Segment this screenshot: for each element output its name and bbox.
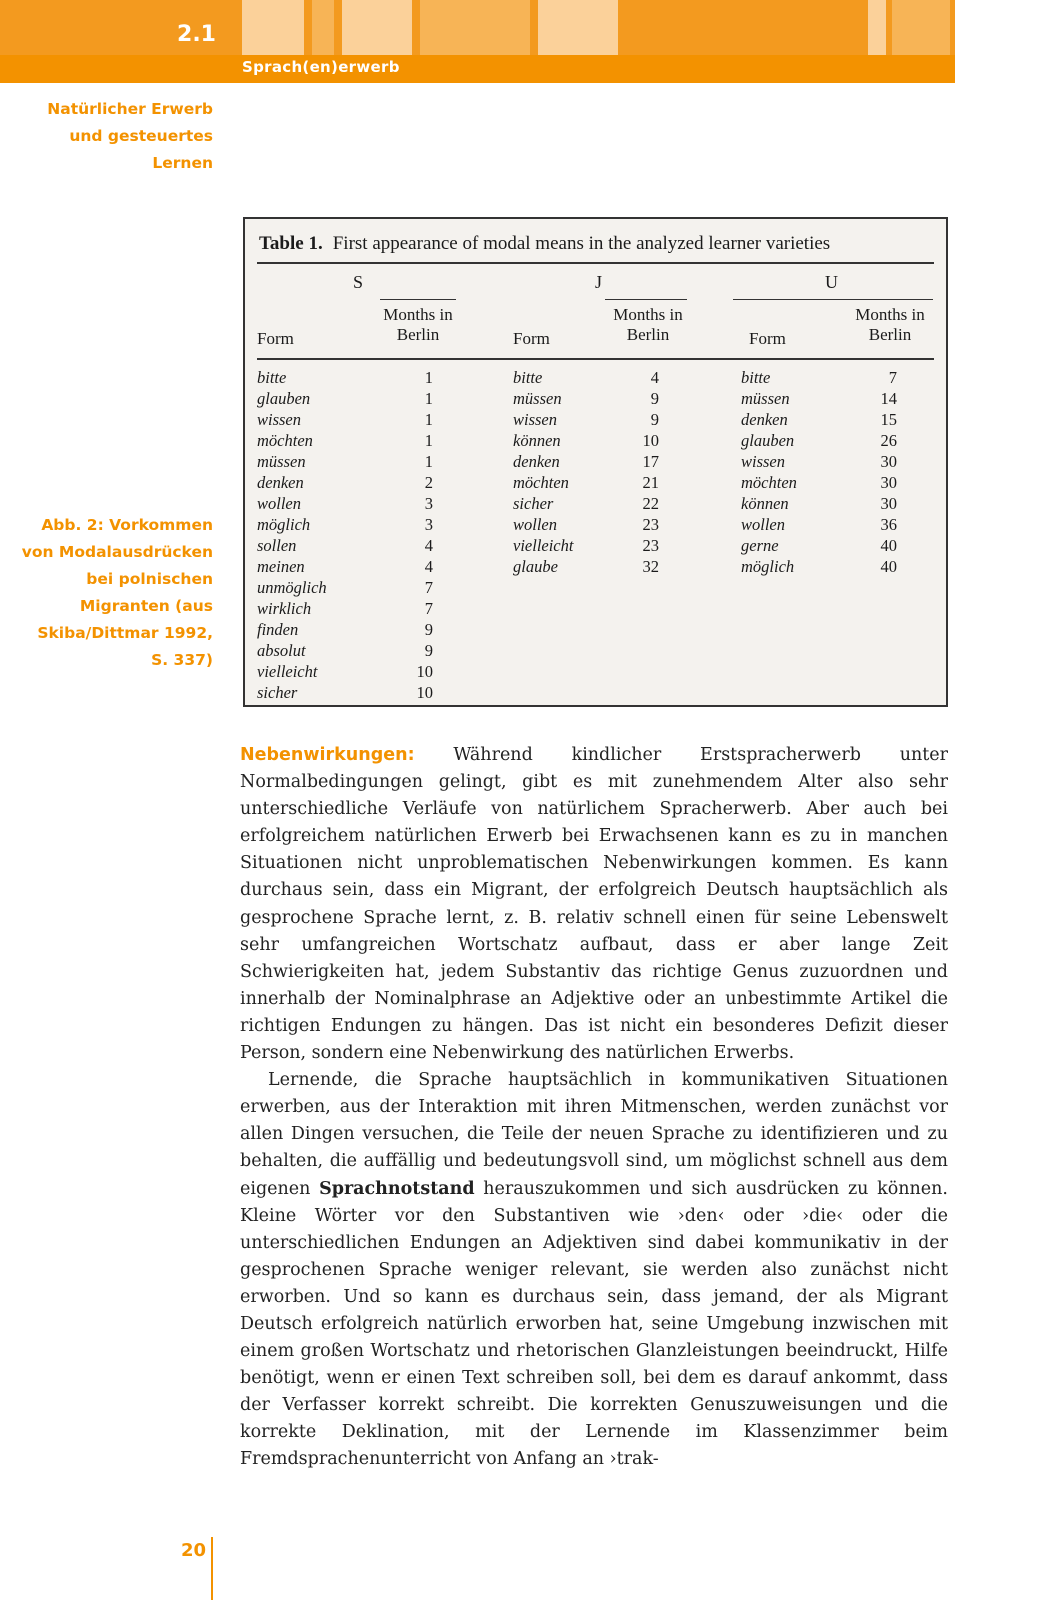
months-cell: 15 [880, 410, 897, 429]
chapter-title: Sprach(en)erwerb [242, 58, 400, 76]
months-cell: 4 [424, 536, 433, 555]
form-cell: wissen [257, 410, 302, 429]
table-title [259, 233, 830, 255]
form-cell: wirklich [257, 599, 312, 618]
form-cell: möchten [741, 473, 797, 492]
months-cell: 30 [880, 494, 897, 513]
form-header: Form [257, 329, 294, 348]
chapter-number: 2.1 [177, 22, 216, 47]
group-label: S [353, 272, 364, 292]
months-cell: 3 [424, 515, 433, 534]
form-cell: möglich [257, 515, 311, 534]
table-top-rule [257, 262, 934, 264]
form-cell: sollen [257, 536, 297, 555]
months-cell: 1 [424, 389, 433, 408]
months-cell: 40 [880, 536, 897, 555]
figure-caption: Abb. 2: Vorkommen von Modalausdrücken bei polnischen Migranten (aus Skiba/Dittmar 1992, S. 337) [21, 516, 213, 669]
months-cell: 32 [642, 557, 659, 576]
header-tint-block [312, 0, 334, 55]
form-cell: absolut [257, 641, 306, 660]
subheader-rule [380, 299, 456, 300]
months-cell: 9 [424, 641, 433, 660]
months-cell: 9 [424, 620, 433, 639]
form-cell: wissen [741, 452, 786, 471]
form-cell: bitte [741, 368, 771, 387]
form-cell: möglich [741, 557, 795, 576]
form-cell: vielleicht [513, 536, 574, 555]
header-tint-block [538, 0, 618, 55]
months-cell: 14 [880, 389, 897, 408]
form-header: Form [749, 329, 786, 348]
group-label: U [825, 272, 838, 292]
body-text [240, 742, 948, 1474]
months-cell: 30 [880, 473, 897, 492]
months-cell: 1 [424, 431, 433, 450]
form-cell: gerne [741, 536, 779, 555]
form-cell: finden [257, 620, 299, 639]
form-cell: wollen [513, 515, 557, 534]
header-tint-block [868, 0, 886, 55]
page-number-rule [211, 1537, 213, 1600]
paragraph [240, 1067, 948, 1473]
months-cell: 40 [880, 557, 897, 576]
form-cell: sicher [257, 683, 298, 702]
subheader-rule [733, 299, 933, 300]
paragraph-text: Während kindlicher Erstspracherwerb unter Normalbedingungen gelingt, gibt es mit zunehmendem Alter also sehr unterschiedliche Verläufe von natürlichem Spracherwerb. Aber auch bei erfolgreichem natürlichen Erwerb bei Erwachsenen kann es zu in manchen Situationen nicht unproblematischen Nebenwirkungen kommen. Es kann durchaus sein, dass ein Migrant, der erfolgreich Deutsch hauptsächlich als gesprochene Sprache lernt, z. B. relativ schnell einen für seine Lebenswelt sehr umfangreichen Wortschatz aufbaut, dass er aber lange Zeit Schwierigkeiten hat, jedem Substantiv das richtige Genus zuzuordnen und innerhalb der Nominalphrase an Adjektive oder an unbestimmte Artikel die richtigen Endungen zu hängen. Das ist nicht ein besonderes Defizit dieser Person, sondern eine Nebenwirkung des natürlichen Erwerbs. [240, 745, 948, 1064]
months-cell: 23 [642, 515, 659, 534]
header-tint-block [420, 0, 530, 55]
months-cell: 1 [424, 452, 433, 471]
months-cell: 2 [424, 473, 433, 492]
form-cell: können [741, 494, 789, 513]
months-header: Months in Berlin [855, 305, 925, 344]
paragraph-text: Lernende, die Sprache hauptsächlich in kommunikativen Situationen erwerben, aus der Interaktion mit ihren Mitmenschen, werden zunächst vor allen Dingen versuchen, die Teile der neuen Sprache zu identifizieren und zu behalten, die auffällig und bedeutungsvoll sind, um möglichst schnell aus dem eigenen [240, 1070, 948, 1199]
months-cell: 10 [642, 431, 659, 450]
months-cell: 10 [416, 683, 433, 702]
form-cell: bitte [513, 368, 543, 387]
form-cell: müssen [513, 389, 562, 408]
months-cell: 9 [650, 410, 659, 429]
form-cell: müssen [257, 452, 306, 471]
months-cell: 36 [880, 515, 897, 534]
figure-scanned-table [243, 217, 948, 707]
months-cell: 26 [880, 431, 897, 450]
form-column [741, 367, 861, 577]
months-cell: 3 [424, 494, 433, 513]
form-cell: meinen [257, 557, 305, 576]
margin-section-note: Natürlicher Erwerb und gesteuertes Lernen [47, 100, 213, 172]
months-cell: 4 [650, 368, 659, 387]
form-cell: denken [513, 452, 560, 471]
form-cell: wollen [741, 515, 785, 534]
months-cell: 17 [642, 452, 659, 471]
form-cell: wissen [513, 410, 558, 429]
months-cell: 10 [416, 662, 433, 681]
form-cell: sicher [513, 494, 554, 513]
form-cell: müssen [741, 389, 790, 408]
months-cell: 7 [424, 599, 433, 618]
form-cell: denken [741, 410, 788, 429]
form-cell: möchten [513, 473, 569, 492]
header-tint-block [892, 0, 950, 55]
months-column [853, 367, 897, 577]
months-header: Months in Berlin [383, 305, 453, 344]
months-cell: 30 [880, 452, 897, 471]
form-column [257, 367, 387, 703]
months-cell: 1 [424, 410, 433, 429]
months-cell: 1 [424, 368, 433, 387]
months-column [615, 367, 659, 577]
form-cell: können [513, 431, 561, 450]
header-title-bar [0, 55, 955, 83]
table-header-rule [257, 358, 934, 360]
form-cell: bitte [257, 368, 287, 387]
months-cell: 21 [642, 473, 659, 492]
header-tint-block [342, 0, 412, 55]
form-cell: glauben [257, 389, 311, 408]
months-cell: 4 [424, 557, 433, 576]
form-cell: vielleicht [257, 662, 318, 681]
months-cell: 7 [424, 578, 433, 597]
table-label: Table 1. [259, 233, 323, 254]
months-column [395, 367, 433, 703]
form-cell: wollen [257, 494, 301, 513]
form-cell: unmöglich [257, 578, 327, 597]
months-cell: 22 [642, 494, 659, 513]
paragraph [240, 742, 948, 1067]
form-header: Form [513, 329, 550, 348]
months-cell: 23 [642, 536, 659, 555]
bold-term: Sprachnotstand [319, 1178, 475, 1199]
page-number: 20 [180, 1540, 206, 1561]
table-title-text: First appearance of modal means in the analyzed learner varieties [332, 233, 831, 254]
lead-heading: Nebenwirkungen: [240, 745, 415, 765]
months-cell: 9 [650, 389, 659, 408]
group-label: J [595, 272, 603, 292]
form-cell: möchten [257, 431, 313, 450]
form-cell: glauben [741, 431, 795, 450]
header-tint-block [242, 0, 304, 55]
form-cell: glaube [513, 557, 558, 576]
subheader-rule [605, 299, 687, 300]
form-cell: denken [257, 473, 304, 492]
months-header: Months in Berlin [613, 305, 683, 344]
paragraph-text: herauszukommen und sich ausdrücken zu können. Kleine Wörter vor den Substantiven wie ›den‹ oder ›die‹ oder die unterschiedlichen Endungen an Adjektiven sind dabei kommunikativ in der gesprochenen Sprache weniger relevant, sie werden also zunächst nicht erworben. Und so kann es durchaus sein, dass jemand, der als Migrant Deutsch erfolgreich natürlich erworben hat, seine Umgebung inzwischen mit einem großen Wortschatz und rhetorischen Glanzleistungen beeindruckt, Hilfe benötigt, wenn er einen Text schreiben soll, bei dem es darauf ankommt, dass der Verfasser korrekt schreibt. Die korrekten Genuszuweisungen und die korrekte Deklination, mit der Lernende im Klassenzimmer beim Fremdsprachenunterricht von Anfang an ›trak- [240, 1178, 948, 1470]
months-cell: 7 [888, 368, 897, 387]
